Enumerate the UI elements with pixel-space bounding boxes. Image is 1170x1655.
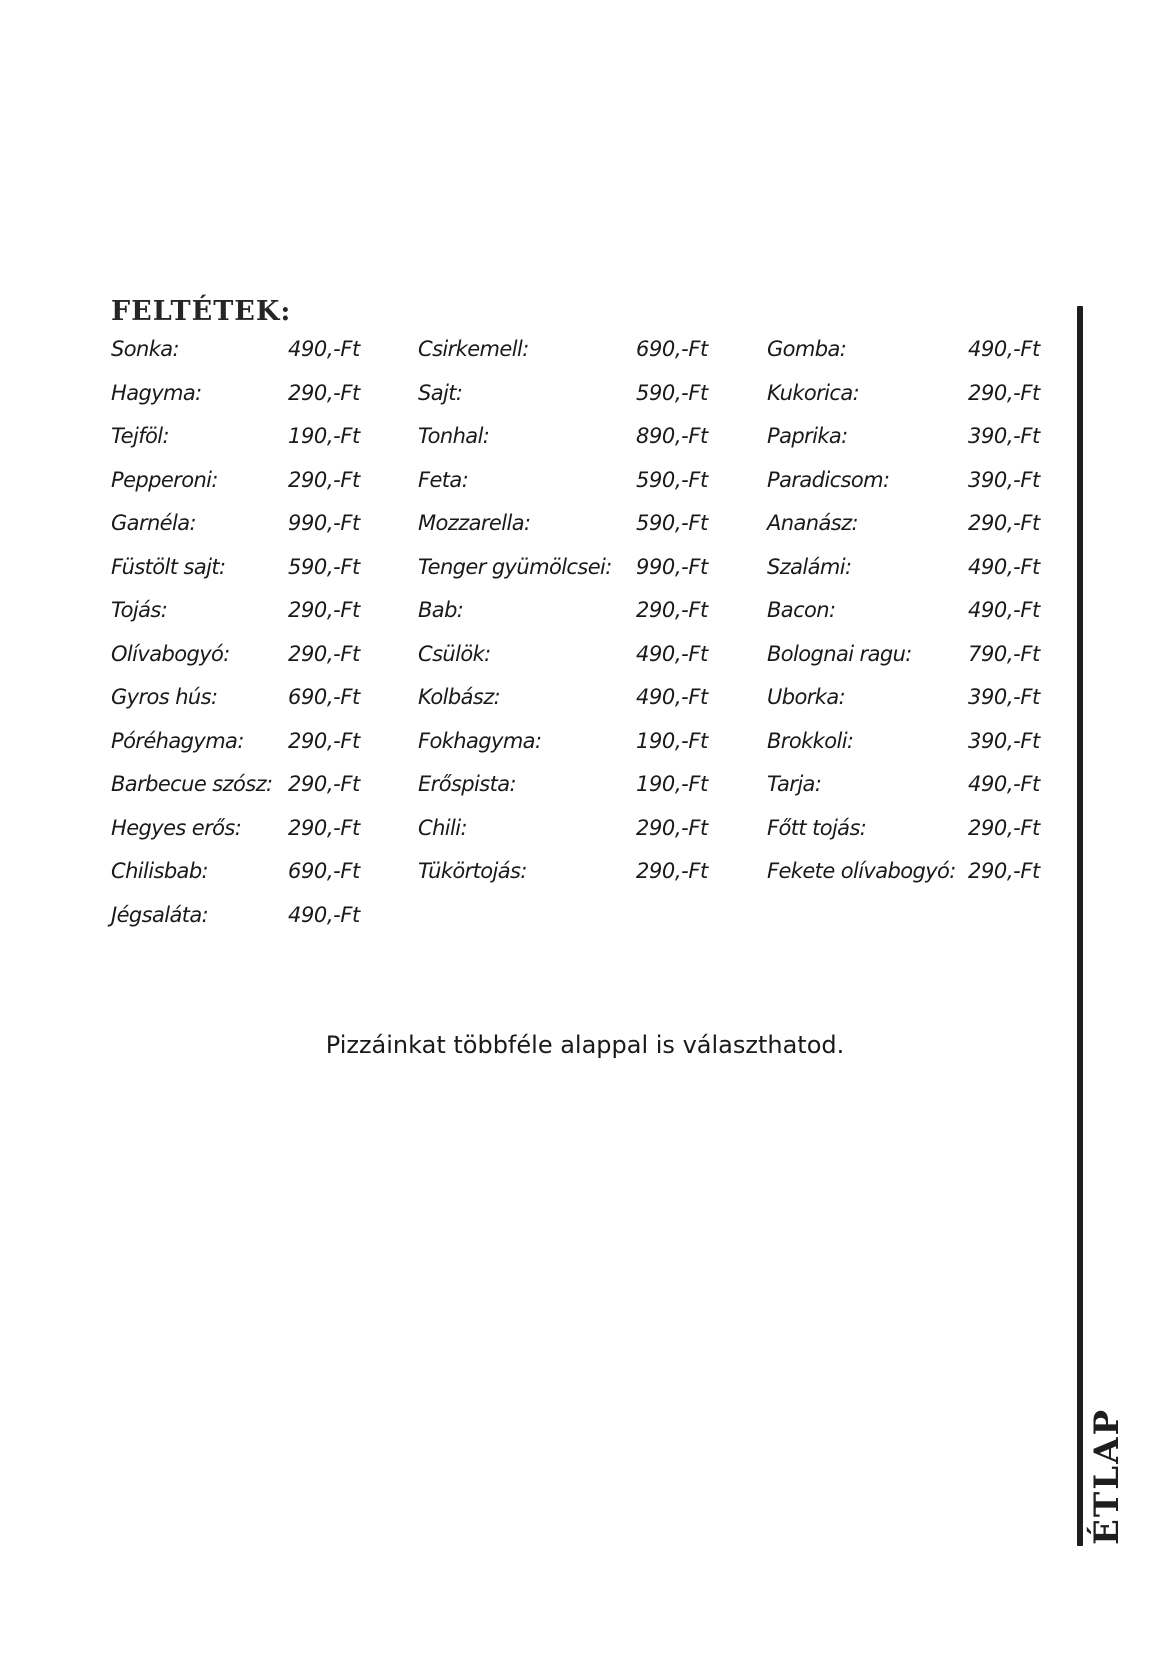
topping-name: Póréhagyma:: [111, 728, 244, 753]
topping-price: 590,-Ft: [288, 554, 360, 579]
topping-name: Tarja:: [767, 772, 822, 796]
side-label: ÉTLAP: [1087, 1407, 1127, 1545]
topping-name: Garnéla:: [111, 511, 196, 535]
topping-price: 390,-Ft: [968, 685, 1040, 709]
topping-name: Erőspista:: [418, 772, 516, 796]
topping-name: Csülök:: [418, 641, 491, 666]
topping-price: 490,-Ft: [968, 554, 1040, 579]
topping-price: 490,-Ft: [968, 598, 1040, 622]
topping-price: 290,-Ft: [288, 815, 360, 840]
topping-name: Pepperoni:: [111, 467, 218, 492]
side-rule: [1077, 306, 1083, 1546]
topping-price: 390,-Ft: [968, 424, 1040, 448]
topping-price: 990,-Ft: [636, 554, 708, 579]
topping-price: 490,-Ft: [288, 337, 360, 361]
topping-price: 290,-Ft: [636, 859, 708, 883]
topping-price: 690,-Ft: [288, 685, 360, 709]
topping-price: 190,-Ft: [636, 728, 708, 753]
topping-name: Feta:: [418, 467, 469, 492]
topping-name: Tejföl:: [111, 424, 169, 448]
topping-price: 190,-Ft: [288, 424, 360, 448]
topping-name: Gyros hús:: [111, 685, 218, 709]
topping-price: 390,-Ft: [968, 728, 1040, 753]
topping-name: Tonhal:: [418, 424, 490, 448]
topping-name: Chilisbab:: [111, 859, 209, 883]
topping-price: 490,-Ft: [288, 902, 360, 927]
topping-name: Tükörtojás:: [418, 859, 527, 883]
topping-name: Sonka:: [111, 337, 179, 361]
topping-price: 490,-Ft: [968, 337, 1040, 361]
topping-name: Mozzarella:: [418, 511, 531, 535]
topping-name: Hegyes erős:: [111, 815, 242, 840]
base-options-note-text: Pizzáinkat többféle alappal is választhatod.: [325, 1031, 845, 1059]
topping-price: 890,-Ft: [636, 424, 708, 448]
topping-price: 590,-Ft: [636, 380, 708, 405]
topping-name: Tojás:: [111, 598, 168, 622]
topping-name: Bacon:: [767, 598, 836, 622]
topping-name: Barbecue szósz:: [111, 772, 273, 796]
topping-name: Füstölt sajt:: [111, 554, 226, 579]
topping-price: 290,-Ft: [968, 380, 1040, 405]
topping-name: Fokhagyma:: [418, 728, 542, 753]
topping-name: Paprika:: [767, 424, 848, 448]
topping-name: Csirkemell:: [418, 337, 529, 361]
topping-price: 190,-Ft: [636, 772, 708, 796]
topping-price: 490,-Ft: [636, 641, 708, 666]
topping-price: 290,-Ft: [636, 598, 708, 622]
topping-name: Hagyma:: [111, 380, 202, 405]
topping-name: Chili:: [418, 815, 467, 840]
topping-price: 290,-Ft: [288, 641, 360, 666]
topping-price: 290,-Ft: [968, 511, 1040, 535]
topping-name: Jégsaláta:: [111, 902, 209, 927]
topping-price: 490,-Ft: [636, 685, 708, 709]
section-title: FELTÉTEK:: [111, 296, 292, 327]
topping-price: 290,-Ft: [288, 598, 360, 622]
topping-price: 290,-Ft: [288, 467, 360, 492]
topping-price: 590,-Ft: [636, 467, 708, 492]
topping-name: Olívabogyó:: [111, 641, 230, 666]
topping-price: 690,-Ft: [636, 337, 708, 361]
topping-price: 490,-Ft: [968, 772, 1040, 796]
topping-name: Ananász:: [767, 511, 858, 535]
topping-name: Bab:: [418, 598, 464, 622]
topping-price: 790,-Ft: [968, 641, 1040, 666]
topping-name: Sajt:: [418, 380, 463, 405]
topping-name: Uborka:: [767, 685, 846, 709]
base-options-note: [0, 1031, 1170, 1059]
topping-price: 290,-Ft: [968, 859, 1040, 883]
topping-price: 290,-Ft: [968, 815, 1040, 840]
topping-name: Brokkoli:: [767, 728, 854, 753]
topping-name: Kukorica:: [767, 380, 860, 405]
topping-price: 590,-Ft: [636, 511, 708, 535]
topping-name: Fekete olívabogyó:: [767, 859, 956, 883]
topping-price: 390,-Ft: [968, 467, 1040, 492]
topping-price: 290,-Ft: [636, 815, 708, 840]
topping-price: 290,-Ft: [288, 380, 360, 405]
topping-name: Bolognai ragu:: [767, 641, 912, 666]
topping-price: 990,-Ft: [288, 511, 360, 535]
topping-name: Tenger gyümölcsei:: [418, 554, 612, 579]
topping-name: Paradicsom:: [767, 467, 890, 492]
topping-name: Kolbász:: [418, 685, 501, 709]
topping-price: 690,-Ft: [288, 859, 360, 883]
topping-price: 290,-Ft: [288, 728, 360, 753]
topping-name: Gomba:: [767, 337, 847, 361]
topping-name: Főtt tojás:: [767, 815, 867, 840]
topping-name: Szalámi:: [767, 554, 852, 579]
topping-price: 290,-Ft: [288, 772, 360, 796]
